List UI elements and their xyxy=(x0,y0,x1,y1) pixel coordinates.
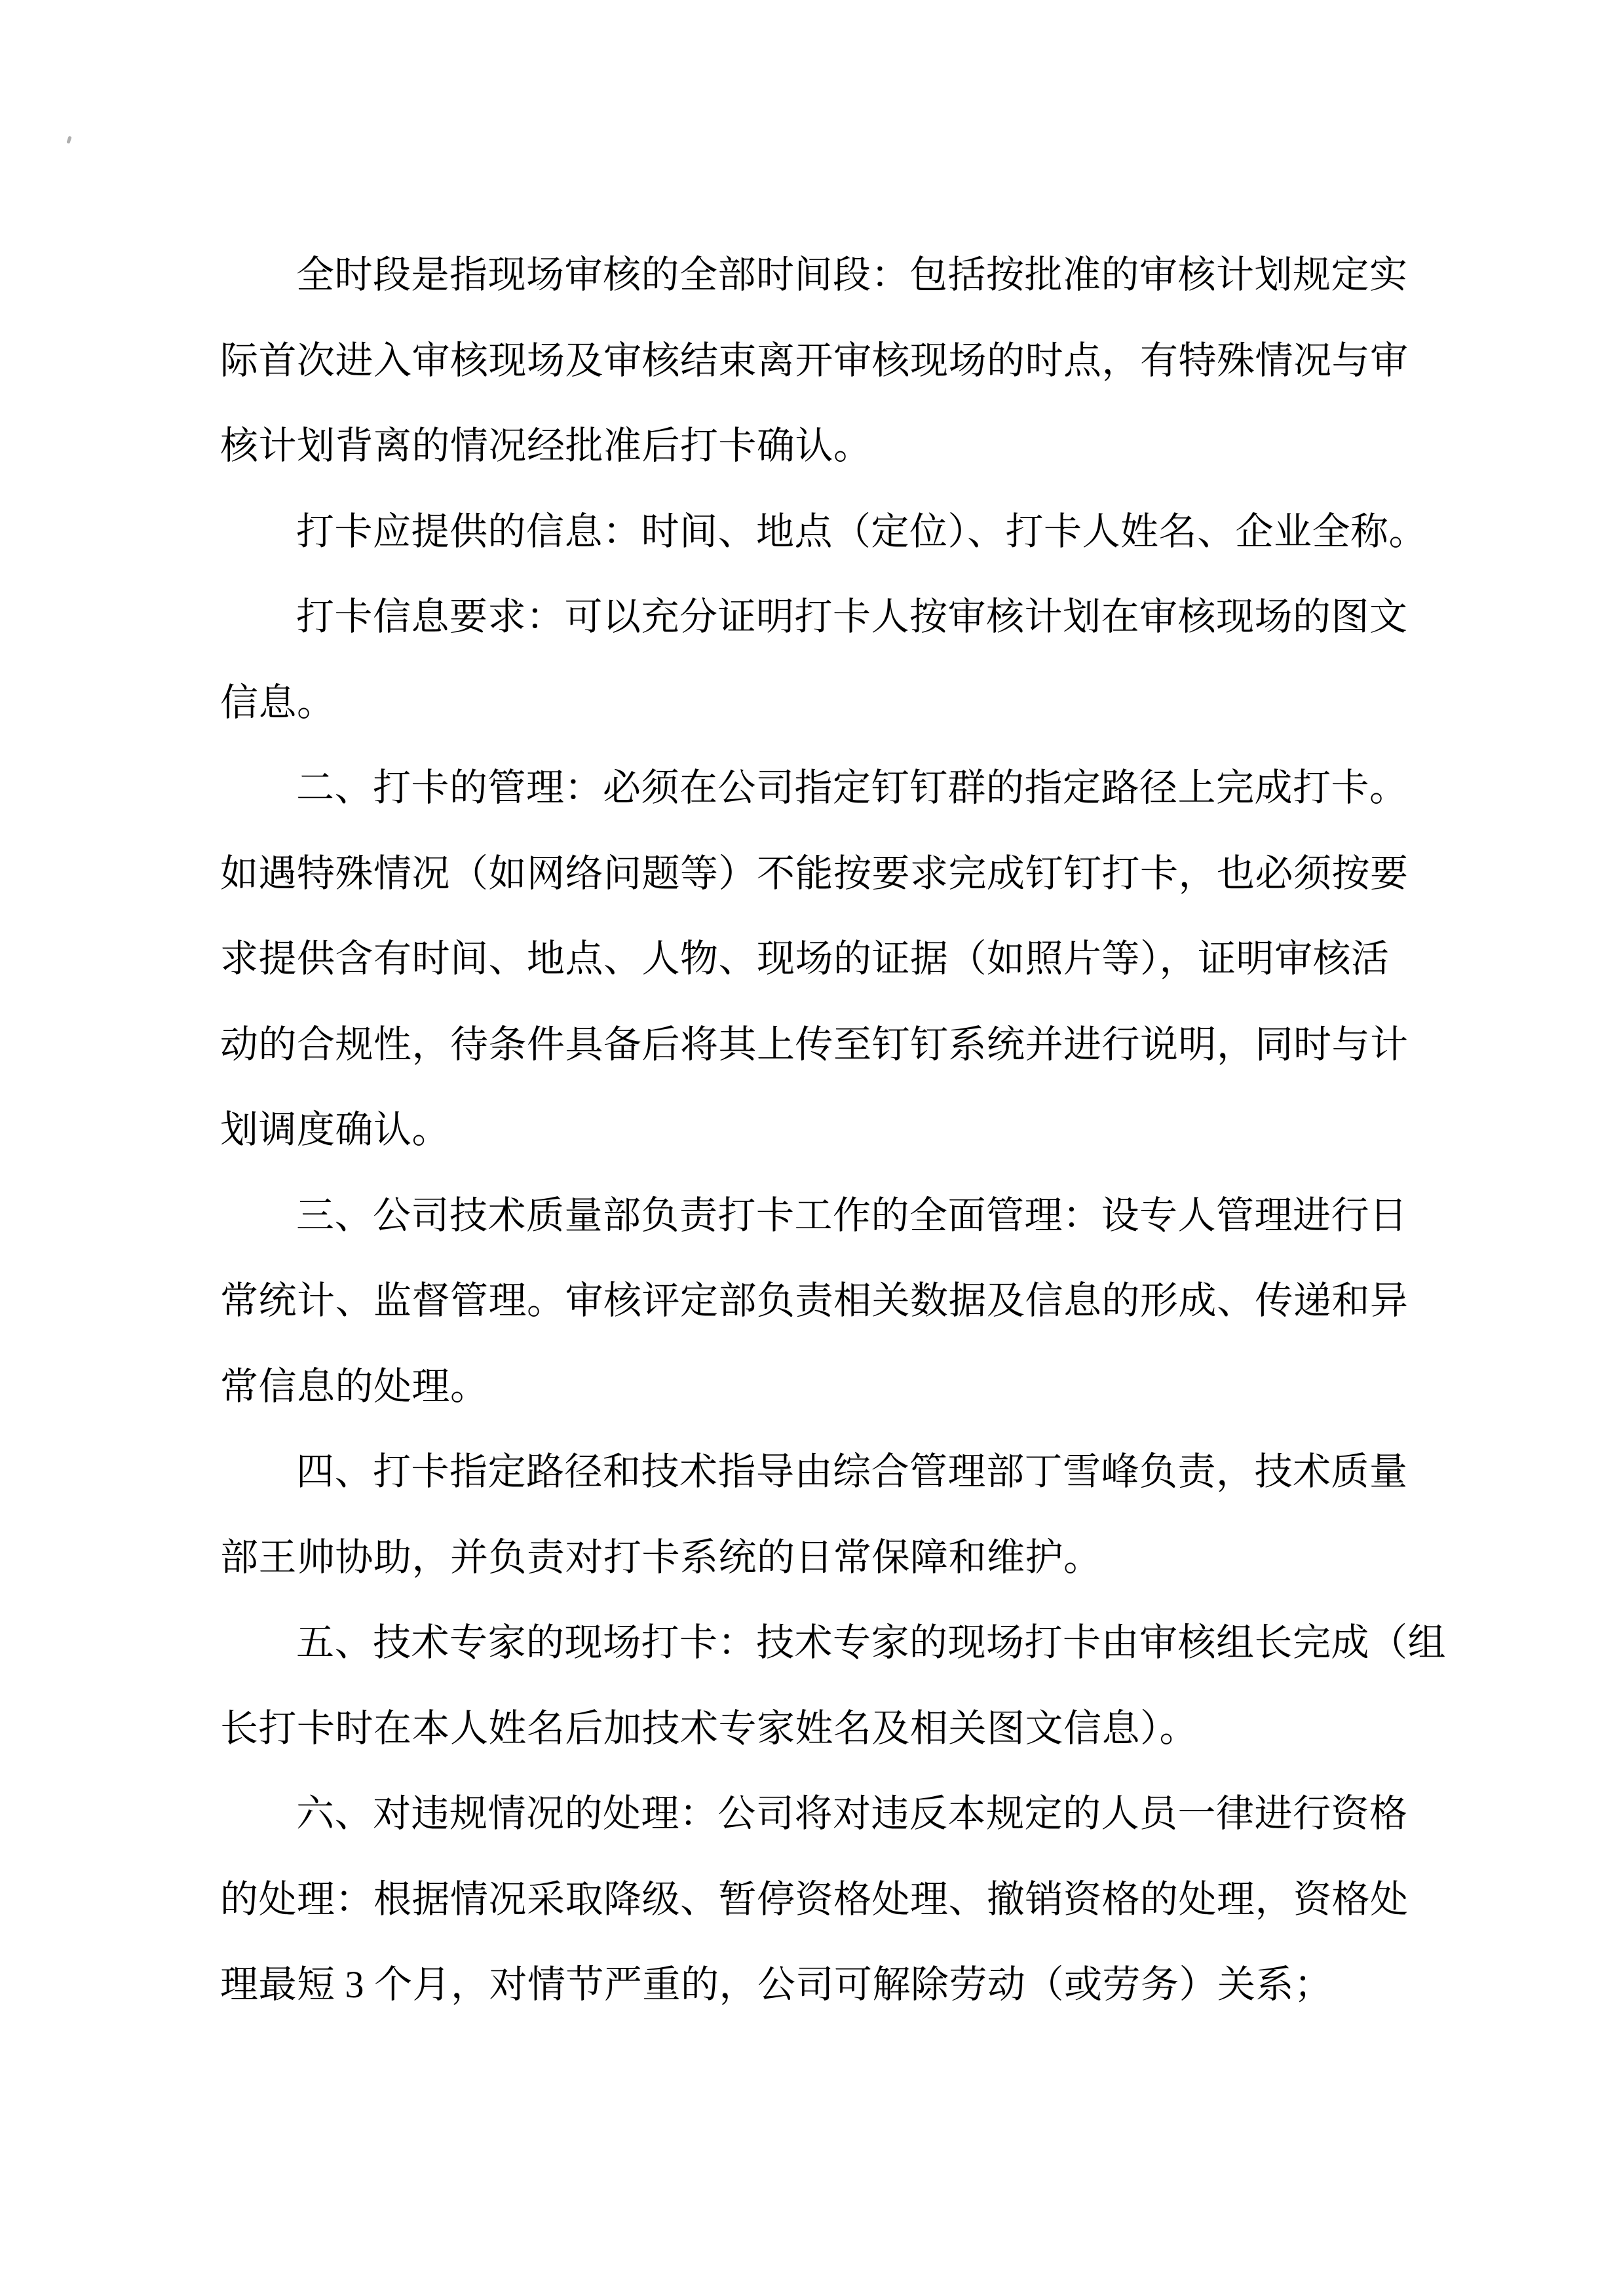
text-line: 三、公司技术质量部负责打卡工作的全面管理：设专人管理进行日 xyxy=(296,1194,1408,1237)
text-line: 动的合规性，待条件具备后将其上传至钉钉系统并进行说明，同时与计 xyxy=(220,1023,1409,1066)
scan-speck-artifact xyxy=(66,136,71,143)
text-line: 常信息的处理。 xyxy=(220,1364,489,1408)
text-line: 划调度确认。 xyxy=(220,1108,451,1151)
text-line: 部王帅协助，并负责对打卡系统的日常保障和维护。 xyxy=(220,1535,1102,1579)
document-body-text xyxy=(220,233,1447,2028)
text-line: 四、打卡指定路径和技术指导由综合管理部丁雪峰负责，技术质量 xyxy=(296,1450,1408,1493)
text-line: 打卡信息要求：可以充分证明打卡人按审核计划在审核现场的图文 xyxy=(296,595,1408,638)
text-line: 全时段是指现场审核的全部时间段：包括按批准的审核计划规定实 xyxy=(296,254,1408,296)
text-line: 信息。 xyxy=(220,681,335,724)
text-line: 五、技术专家的现场打卡：技术专家的现场打卡由审核组长完成（组 xyxy=(296,1621,1447,1664)
text-line: 理最短 3 个月，对情节严重的，公司可解除劳动（或劳务）关系； xyxy=(220,1963,1333,2006)
text-line: 如遇特殊情况（如网络问题等）不能按要求完成钉钉打卡，也必须按要 xyxy=(220,852,1409,895)
text-line: 常统计、监督管理。审核评定部负责相关数据及信息的形成、传递和异 xyxy=(220,1279,1409,1322)
text-line: 的处理：根据情况采取降级、暂停资格处理、撤销资格的处理，资格处 xyxy=(220,1877,1409,1921)
text-line: 打卡应提供的信息：时间、地点（定位）、打卡人姓名、企业全称。 xyxy=(296,510,1428,553)
text-line: 求提供含有时间、地点、人物、现场的证据（如照片等），证明审核活 xyxy=(220,937,1390,980)
text-line: 长打卡时在本人姓名后加技术专家姓名及相关图文信息）。 xyxy=(220,1706,1198,1750)
text-line: 际首次进入审核现场及审核结束离开审核现场的时点，有特殊情况与审 xyxy=(220,339,1409,382)
text-line: 六、对违规情况的处理：公司将对违反本规定的人员一律进行资格 xyxy=(296,1792,1408,1835)
text-line: 二、打卡的管理：必须在公司指定钉钉群的指定路径上完成打卡。 xyxy=(296,766,1408,809)
text-line: 核计划背离的情况经批准后打卡确认。 xyxy=(220,424,872,467)
